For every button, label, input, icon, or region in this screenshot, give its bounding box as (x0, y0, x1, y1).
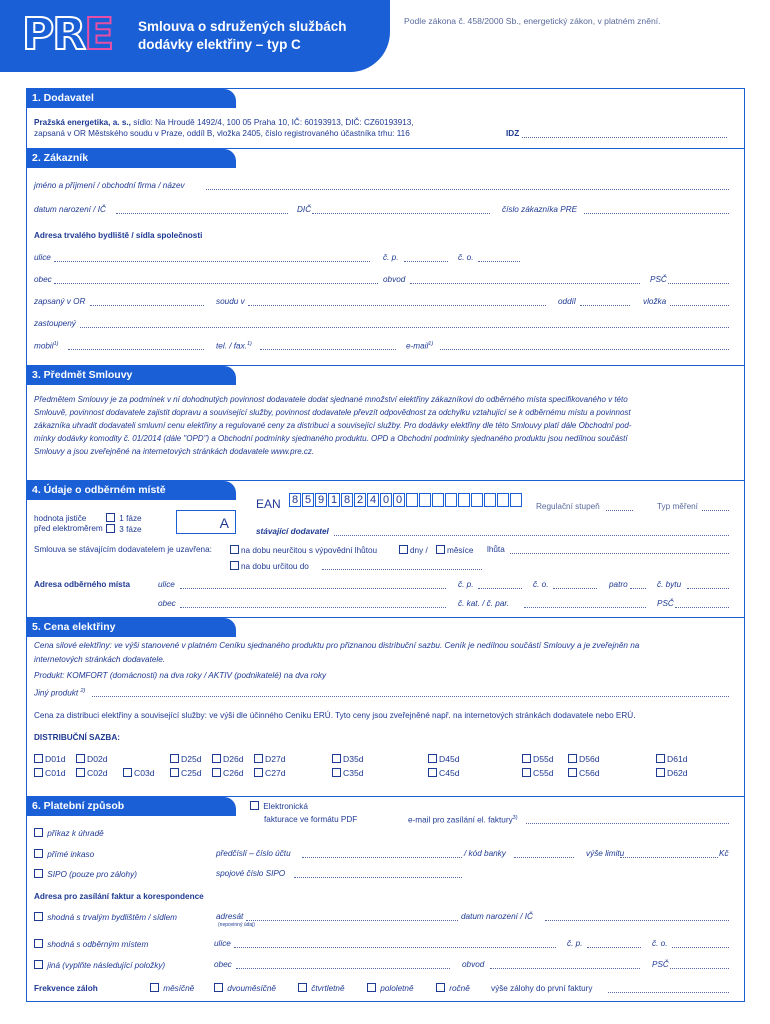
ean-digit-box[interactable] (497, 493, 509, 507)
monthly-option[interactable]: měsíčně (150, 983, 194, 993)
delivery-point-address-heading: Adresa odběrného místa (34, 580, 130, 589)
checkbox[interactable] (250, 801, 259, 810)
ean-digit-box[interactable]: 1 (328, 493, 340, 507)
checkbox[interactable] (34, 939, 43, 948)
title-line-2: dodávky elektřiny – typ C (138, 37, 301, 52)
checkbox[interactable] (367, 983, 376, 992)
checkbox[interactable] (332, 754, 341, 763)
section-4-tab: 4. Údaje o odběrném místě (26, 481, 236, 500)
corr-town-field[interactable] (236, 968, 450, 969)
checkbox[interactable] (34, 768, 43, 777)
ean-digit-box[interactable]: 0 (393, 493, 405, 507)
quarterly-option[interactable]: čtvrtletně (298, 983, 345, 993)
correspondence-address-heading: Adresa pro zasílání faktur a korespondence (34, 892, 204, 901)
ean-digit-box[interactable] (419, 493, 431, 507)
direct-debit-option[interactable]: přímé inkaso (34, 849, 94, 859)
town-field[interactable] (54, 283, 378, 284)
electronic-invoice-option[interactable]: Elektronická (250, 801, 308, 811)
electronic-invoice-format: fakturace ve formátu PDF (264, 815, 358, 824)
dp-street-field[interactable] (180, 588, 446, 589)
checkbox[interactable] (76, 768, 85, 777)
tariff-option[interactable] (170, 768, 202, 778)
dp-house-number-field[interactable] (478, 588, 522, 589)
tariff-option[interactable] (428, 754, 460, 764)
corr-district-label: obvod (462, 960, 485, 969)
floor-label: patro (609, 580, 628, 589)
law-reference: Podle zákona č. 458/2000 Sb., energetický zákon, v platném znění. (404, 16, 661, 26)
subject-line: zákazníka uhradit dodavateli smluvní cenu elektřiny a regulované ceny za distribuci a související služby. Pro dodávky elektřiny dle této Smlouvy platí dále Obchodní pod- (34, 421, 632, 430)
notice-days-option[interactable]: dny / (399, 545, 428, 555)
tariff-option[interactable] (428, 768, 460, 778)
supplier-line-1 (34, 118, 414, 127)
notice-months-option[interactable]: měsíce (436, 545, 473, 555)
registered-label: zapsaný v OR (34, 297, 86, 306)
orientation-number-label: č. o. (458, 253, 474, 262)
tariff-label: D45d (439, 754, 460, 764)
sipo-number-label: spojové číslo SIPO (216, 869, 286, 878)
idz-field[interactable] (522, 137, 727, 138)
section-3-tab: 3. Předmět Smlouvy (26, 366, 236, 385)
represented-label: zastoupený (34, 319, 76, 328)
ean-digit-box[interactable]: 0 (380, 493, 392, 507)
corr-house-number-field[interactable] (587, 947, 641, 948)
notice-period-label: lhůta (487, 545, 505, 554)
tariff-label: C25d (181, 768, 202, 778)
tariff-label: C27d (265, 768, 286, 778)
tariff-label: D02d (87, 754, 108, 764)
ean-digit-box[interactable] (406, 493, 418, 507)
checkbox[interactable] (656, 768, 665, 777)
mobile-label: mobil$^{1)}$ (34, 341, 59, 351)
invoice-email-field[interactable] (526, 823, 729, 824)
account-number-label: předčíslí – číslo účtu (216, 849, 291, 858)
phone-field[interactable] (260, 349, 396, 350)
checkbox[interactable] (332, 768, 341, 777)
district-field[interactable] (410, 283, 640, 284)
dp-town-field[interactable] (180, 607, 446, 608)
same-as-permanent-option[interactable]: shodná s trvalým bydlištěm / sídlem (34, 912, 177, 922)
customer-number-field[interactable] (584, 213, 729, 214)
checkbox[interactable] (428, 754, 437, 763)
current-supplier-field[interactable] (334, 535, 729, 536)
other-address-option[interactable]: jiná (vyplňte následující položky) (34, 960, 165, 970)
tariff-option[interactable] (522, 754, 554, 764)
regulation-level-label: Regulační stupeň (536, 502, 600, 511)
dp-orientation-number-label: č. o. (533, 580, 549, 589)
bimonthly-option[interactable]: dvouměsíčně (214, 983, 276, 993)
other-product-field[interactable] (92, 696, 729, 697)
court-label: soudu v (216, 297, 245, 306)
ean-digit-box[interactable]: 9 (315, 493, 327, 507)
phase-3-option[interactable]: 3 fáze (106, 524, 142, 534)
customer-dic-field[interactable] (312, 213, 490, 214)
checkbox[interactable] (212, 768, 221, 777)
customer-dob-field[interactable] (116, 213, 288, 214)
dp-zip-field[interactable] (675, 607, 729, 608)
tariff-label: D27d (265, 754, 286, 764)
regulation-level-field[interactable] (606, 510, 633, 511)
same-as-delivery-point-option[interactable]: shodná s odběrným místem (34, 939, 148, 949)
definite-term-field[interactable] (322, 569, 482, 570)
insert-label: vložka (643, 297, 667, 306)
checkbox[interactable] (254, 768, 263, 777)
metering-type-field[interactable] (702, 510, 729, 511)
subject-line: Smlouvy a jsou zveřejněné na internetových stránkách dodavatele www.pre.cz. (34, 447, 315, 456)
checkbox[interactable] (436, 545, 445, 554)
checkbox[interactable] (656, 754, 665, 763)
ean-digit-box[interactable] (510, 493, 522, 507)
checkbox[interactable] (230, 545, 239, 554)
phase-1-option[interactable]: 1 fáze (106, 513, 142, 523)
bank-code-field[interactable] (514, 857, 574, 858)
tariff-label: C26d (223, 768, 244, 778)
registered-field[interactable] (90, 305, 204, 306)
checkbox[interactable] (230, 561, 239, 570)
tariff-option[interactable] (568, 754, 600, 764)
optional-note: (nepovinný údaj) (218, 922, 255, 928)
header-banner (0, 0, 390, 72)
section-field[interactable] (580, 305, 630, 306)
ean-digit-box[interactable]: 5 (302, 493, 314, 507)
flat-number-label: č. bytu (657, 580, 682, 589)
ean-digit-box[interactable]: 8 (341, 493, 353, 507)
ean-digit-box[interactable]: 2 (354, 493, 366, 507)
customer-name-field[interactable] (206, 189, 729, 190)
customer-dic-label: DIČ (297, 205, 312, 214)
checkbox[interactable] (522, 768, 531, 777)
metering-type-label: Typ měření (657, 502, 698, 511)
street-field[interactable] (54, 261, 370, 262)
checkbox[interactable] (428, 768, 437, 777)
orientation-number-field[interactable] (478, 261, 520, 262)
ean-digit-box[interactable]: 4 (367, 493, 379, 507)
tariff-option[interactable] (522, 768, 554, 778)
house-number-label: č. p. (383, 253, 399, 262)
payment-order-option[interactable]: příkaz k úhradě (34, 828, 104, 838)
tariff-option[interactable] (34, 768, 66, 778)
definite-term-option[interactable]: na dobu určitou do (230, 561, 309, 571)
tariff-label: C55d (533, 768, 554, 778)
supplier-seat: sídlo: Na Hroudě 1492/4, 100 05 Praha 10, IČ: 60193913, DIČ: CZ60193913, (130, 118, 414, 127)
tariff-label: D01d (45, 754, 66, 764)
breaker-label-2: před elektroměrem (34, 524, 103, 533)
checkbox[interactable] (123, 768, 132, 777)
idz-label: IDZ (506, 129, 520, 138)
sipo-option[interactable]: SIPO (pouze pro zálohy) (34, 869, 137, 879)
tariff-label: D62d (667, 768, 688, 778)
subject-line: mínky dodávky komodity č. 01/2014 (dále "OPD") a Obchodní podmínky sjednaného produktu. OPD a Obchodní podmínky sjednaného produktu jsou nedílnou součástí (34, 434, 628, 443)
addressee-label: adresát (216, 912, 244, 921)
invoice-email-label: e-mail pro zasílání el. faktury$^{3)}$ (408, 815, 518, 825)
indefinite-term-option[interactable]: na dobu neurčitou s výpovědní lhůtou (230, 545, 377, 555)
checkbox[interactable] (170, 754, 179, 763)
corr-street-field[interactable] (234, 947, 556, 948)
checkbox[interactable] (522, 754, 531, 763)
first-deposit-field[interactable] (608, 992, 729, 993)
checkbox[interactable] (298, 983, 307, 992)
supplier-line-2: zapsaná v OR Městského soudu v Praze, oddíl B, vložka 2405, číslo registrovaného účastníka trhu: 116 (34, 129, 410, 138)
checkbox[interactable] (568, 768, 577, 777)
dp-town-label: obec (158, 599, 176, 608)
corr-orientation-number-field[interactable] (672, 947, 729, 948)
limit-field[interactable] (620, 857, 718, 858)
corr-zip-field[interactable] (670, 968, 729, 969)
account-number-field[interactable] (302, 857, 462, 858)
contract-term-row: Smlouva se stávajícím dodavatelem je uzavřena: (34, 545, 212, 554)
checkbox[interactable] (568, 754, 577, 763)
dp-street-label: ulice (158, 580, 175, 589)
represented-field[interactable] (80, 327, 729, 328)
addressee-field[interactable] (246, 920, 458, 921)
dp-orientation-number-field[interactable] (553, 588, 597, 589)
pre-logo: PRE (22, 9, 113, 60)
checkbox[interactable] (106, 524, 115, 533)
ean-digit-box[interactable] (484, 493, 496, 507)
semiannual-option[interactable]: pololetně (367, 983, 414, 993)
cadastral-field[interactable] (524, 607, 646, 608)
ean-digit-box[interactable] (458, 493, 470, 507)
section-1-tab: 1. Dodavatel (26, 89, 236, 108)
tariff-label: C56d (579, 768, 600, 778)
breaker-value-box[interactable]: A (176, 510, 236, 534)
tariff-option[interactable] (123, 768, 155, 778)
tariff-label: C35d (343, 768, 364, 778)
checkbox[interactable] (436, 983, 445, 992)
insert-field[interactable] (670, 305, 729, 306)
title-line-1: Smlouva o sdružených službách (138, 19, 347, 34)
tariff-option[interactable] (656, 754, 688, 764)
customer-dob-label: datum narození / IČ (34, 205, 106, 214)
checkbox[interactable] (106, 513, 115, 522)
ean-digit-box[interactable] (471, 493, 483, 507)
tariff-option[interactable] (254, 754, 286, 764)
checkbox[interactable] (214, 983, 223, 992)
checkbox[interactable] (34, 754, 43, 763)
price-text-line-2: internetových stránkách dodavatele. (34, 655, 166, 664)
checkbox[interactable] (254, 754, 263, 763)
corr-house-number-label: č. p. (567, 939, 583, 948)
section-label: oddíl (558, 297, 576, 306)
tariff-label: D61d (667, 754, 688, 764)
corr-town-label: obec (214, 960, 232, 969)
tariff-label: D56d (579, 754, 600, 764)
product-line: Produkt: KOMFORT (domácnosti) na dva roky / AKTIV (podnikatelé) na dva roky (34, 671, 327, 680)
section-6-tab: 6. Platební způsob (26, 797, 236, 816)
tariff-label: D55d (533, 754, 554, 764)
tariff-option[interactable] (254, 768, 286, 778)
subject-line: Smlouvě, povinnost dodavatele zajistit dopravu a související služby, povinnost dodavatele převzít odpovědnost za odchylku vztahující se k odběrnému místu a povinnost (34, 408, 631, 417)
phone-label: tel. / fax.$^{1)}$ (216, 341, 252, 351)
price-text-line-1: Cena silové elektřiny: ve výši stanovené v platném Ceníku sjednaného produktu pro přiznanou distribuční sazbu. Ceník je nedílnou součástí Smlouvy a je zveřejněn na (34, 641, 640, 650)
breaker-label-1: hodnota jističe (34, 514, 87, 523)
tariff-label: D35d (343, 754, 364, 764)
deposit-frequency-label: Frekvence záloh (34, 984, 98, 993)
currency-label: Kč (719, 849, 729, 858)
tariff-option[interactable] (76, 768, 108, 778)
subject-paragraph (34, 393, 632, 458)
section-2-tab: 2. Zákazník (26, 149, 236, 168)
supplier-name: Pražská energetika, a. s., (34, 118, 131, 127)
corr-zip-label: PSČ (652, 960, 669, 969)
checkbox[interactable] (34, 912, 43, 921)
zip-field[interactable] (668, 283, 729, 284)
checkbox[interactable] (170, 768, 179, 777)
tariff-option[interactable] (76, 754, 108, 764)
checkbox[interactable] (399, 545, 408, 554)
checkbox[interactable] (212, 754, 221, 763)
sipo-number-field[interactable] (294, 877, 462, 878)
tariff-option[interactable] (656, 768, 688, 778)
mobile-field[interactable] (68, 349, 204, 350)
tariff-option[interactable] (332, 754, 364, 764)
annual-option[interactable]: ročně (436, 983, 470, 993)
current-supplier-label: stávající dodavatel (256, 527, 329, 536)
notice-period-field[interactable] (510, 553, 729, 554)
tariff-option[interactable] (170, 754, 202, 764)
corr-dob-field[interactable] (545, 920, 729, 921)
corr-district-field[interactable] (490, 968, 640, 969)
form-bottom-border (26, 1001, 745, 1002)
limit-label: výše limitu (586, 849, 625, 858)
town-label: obec (34, 275, 52, 284)
tariff-option[interactable] (212, 754, 244, 764)
flat-number-field[interactable] (687, 588, 729, 589)
permanent-address-heading: Adresa trvalého bydliště / sídla společnosti (34, 231, 203, 240)
ean-digit-box[interactable] (445, 493, 457, 507)
tariff-label: C03d (134, 768, 155, 778)
checkbox[interactable] (34, 960, 43, 969)
district-label: obvod (383, 275, 406, 284)
tariff-option[interactable] (34, 754, 66, 764)
email-label: e-mail$^{1)}$ (406, 341, 434, 351)
street-label: ulice (34, 253, 51, 262)
tariff-label: C45d (439, 768, 460, 778)
ean-digit-box[interactable] (432, 493, 444, 507)
checkbox[interactable] (34, 869, 43, 878)
cadastral-label: č. kat. / č. par. (458, 599, 510, 608)
dp-zip-label: PSČ (657, 599, 674, 608)
corr-dob-label: datum narození / IČ (461, 912, 533, 921)
checkbox[interactable] (34, 828, 43, 837)
tariff-label: C02d (87, 768, 108, 778)
court-field[interactable] (248, 305, 546, 306)
tariff-label: C01d (45, 768, 66, 778)
floor-field[interactable] (630, 588, 646, 589)
section-5-tab: 5. Cena elektřiny (26, 618, 236, 637)
tariff-option[interactable] (332, 768, 364, 778)
customer-name-label: jméno a příjmení / obchodní firma / název (34, 181, 185, 190)
ean-label: EAN (256, 497, 281, 511)
email-field[interactable] (440, 349, 729, 350)
other-product-label: Jiný produkt $^{2)}$ (34, 688, 86, 698)
tariff-label: D25d (181, 754, 202, 764)
dp-house-number-label: č. p. (458, 580, 474, 589)
corr-street-label: ulice (214, 939, 231, 948)
checkbox[interactable] (34, 849, 43, 858)
tariff-option[interactable] (212, 768, 244, 778)
ean-digit-box[interactable]: 8 (289, 493, 301, 507)
zip-label: PSČ (650, 275, 667, 284)
subject-line: Předmětem Smlouvy je za podmínek v ní dohodnutých povinnost dodavatele dodat sjednané množství elektřiny zákazníkovi do odběrného místa specifikovaného v této (34, 395, 628, 404)
checkbox[interactable] (150, 983, 159, 992)
customer-number-label: číslo zákazníka PRE (502, 205, 578, 214)
distribution-tariff-heading: DISTRIBUČNÍ SAZBA: (34, 733, 120, 742)
first-deposit-label: výše zálohy do první faktury (491, 984, 593, 993)
distribution-price-text: Cena za distribuci elektřiny a související služby: ve výši dle účinného Ceníku ERÚ. Tyto ceny jsou zveřejněné např. na internetových stránkách dodavatele nebo ERÚ. (34, 711, 636, 720)
tariff-label: D26d (223, 754, 244, 764)
checkbox[interactable] (76, 754, 85, 763)
bank-code-label: / kód banky (464, 849, 506, 858)
house-number-field[interactable] (404, 261, 448, 262)
document-title (138, 18, 347, 54)
corr-orientation-number-label: č. o. (652, 939, 668, 948)
tariff-option[interactable] (568, 768, 600, 778)
